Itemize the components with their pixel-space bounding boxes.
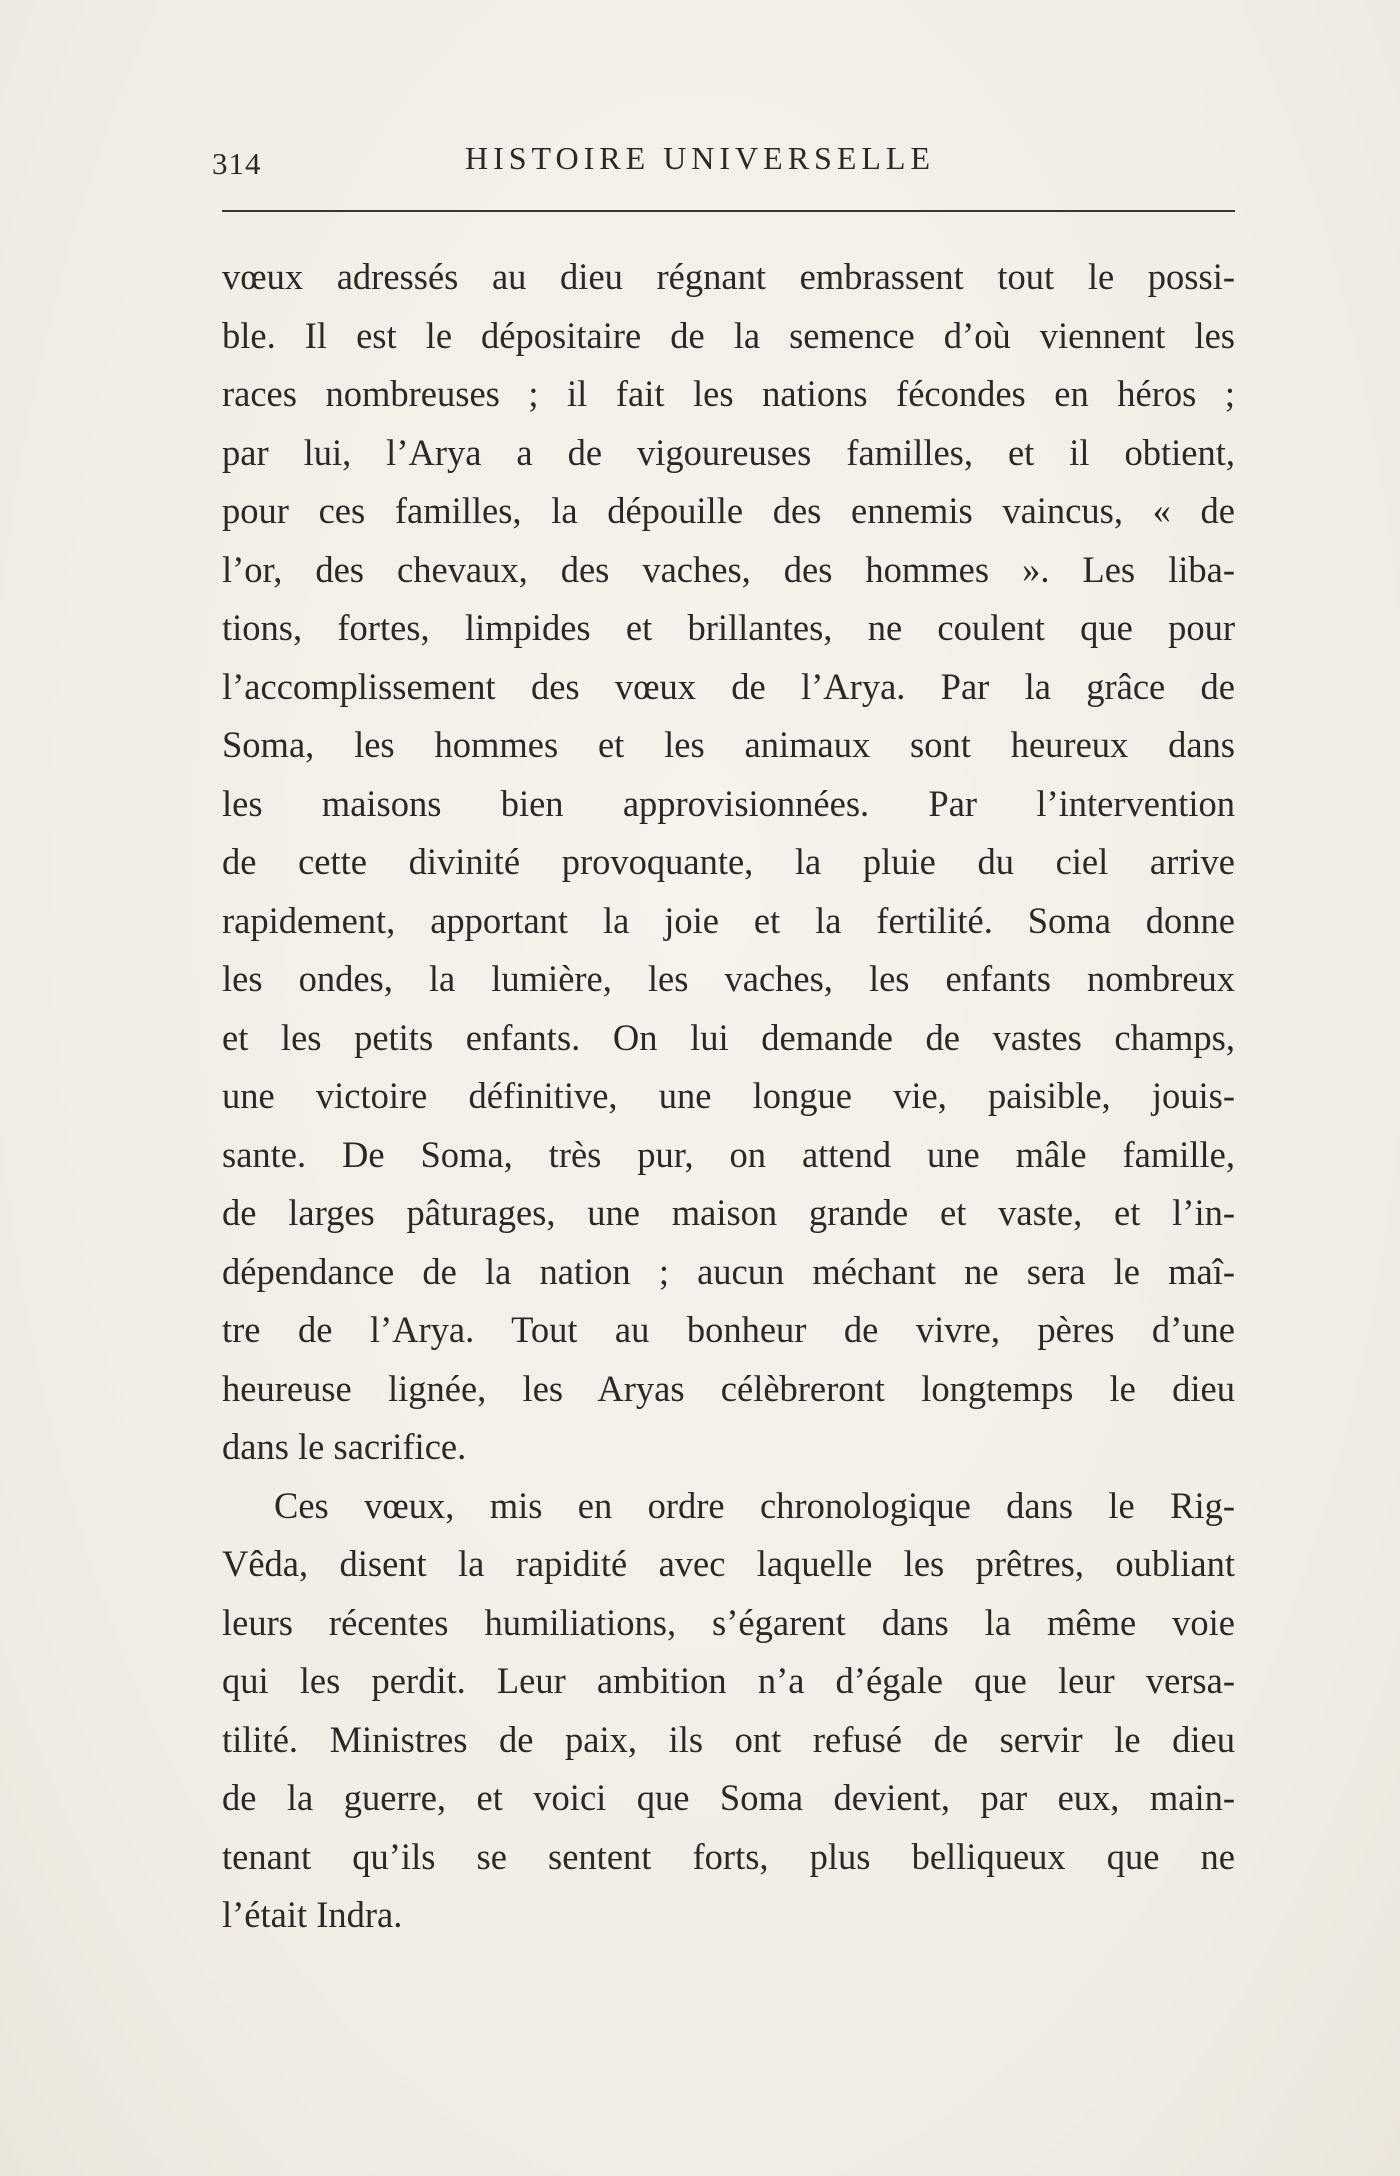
- text-line: l’accomplissement des vœux de l’Arya. Par la grâce de: [222, 665, 1235, 707]
- text-line: tre de l’Arya. Tout au bonheur de vivre, pères d’une: [222, 1309, 1235, 1350]
- text-line: de cette divinité provoquante, la pluie du ciel arrive: [222, 841, 1235, 882]
- text-block: [222, 248, 1235, 1945]
- text-line: vœux adressés au dieu régnant embrassent tout le possi-: [222, 256, 1235, 297]
- text-line: Soma, les hommes et les animaux sont heureux dans: [222, 724, 1235, 765]
- text-line: les maisons bien approvisionnées. Par l’intervention: [222, 782, 1235, 824]
- text-line: Ces vœux, mis en ordre chronologique dans le Rig-: [274, 1484, 1235, 1526]
- text-line: une victoire définitive, une longue vie, paisible, jouis-: [222, 1075, 1235, 1116]
- text-line: les ondes, la lumière, les vaches, les enfants nombreux: [222, 958, 1235, 999]
- text-line: ble. Il est le dépositaire de la semence d’où viennent les: [222, 314, 1235, 356]
- text-line: et les petits enfants. On lui demande de vastes champs,: [222, 1016, 1235, 1058]
- text-line: rapidement, apportant la joie et la fertilité. Soma donne: [222, 899, 1235, 941]
- text-line: sante. De Soma, très pur, on attend une mâle famille,: [222, 1133, 1235, 1175]
- paragraph-1: [222, 248, 1235, 1477]
- text-line: tions, fortes, limpides et brillantes, ne coulent que pour: [222, 607, 1235, 648]
- header-rule: [222, 210, 1235, 212]
- text-line: dépendance de la nation ; aucun méchant ne sera le maî-: [222, 1250, 1235, 1292]
- text-line: par lui, l’Arya a de vigoureuses familles, et il obtient,: [222, 431, 1235, 473]
- text-line: leurs récentes humiliations, s’égarent dans la même voie: [222, 1601, 1235, 1643]
- text-line: pour ces familles, la dépouille des ennemis vaincus, « de: [222, 490, 1235, 531]
- text-line: l’était Indra.: [222, 1894, 403, 1935]
- paragraph-2: [222, 1477, 1235, 1945]
- text-line: Vêda, disent la rapidité avec laquelle les prêtres, oubliant: [222, 1543, 1235, 1584]
- text-line: tilité. Ministres de paix, ils ont refusé de servir le dieu: [222, 1718, 1235, 1760]
- text-line: tenant qu’ils se sentent forts, plus belliqueux que ne: [222, 1835, 1235, 1877]
- text-line: dans le sacrifice.: [222, 1426, 467, 1467]
- running-head: HISTOIRE UNIVERSELLE: [464, 140, 936, 176]
- text-line: races nombreuses ; il fait les nations fécondes en héros ;: [222, 373, 1235, 414]
- text-line: de larges pâturages, une maison grande et vaste, et l’in-: [222, 1192, 1235, 1233]
- text-line: qui les perdit. Leur ambition n’a d’égale que leur versa-: [222, 1660, 1235, 1701]
- text-line: de la guerre, et voici que Soma devient, par eux, main-: [222, 1777, 1235, 1818]
- text-line: l’or, des chevaux, des vaches, des hommes ». Les liba-: [222, 548, 1235, 590]
- text-line: heureuse lignée, les Aryas célèbreront longtemps le dieu: [222, 1367, 1235, 1409]
- page-number: 314: [212, 146, 262, 181]
